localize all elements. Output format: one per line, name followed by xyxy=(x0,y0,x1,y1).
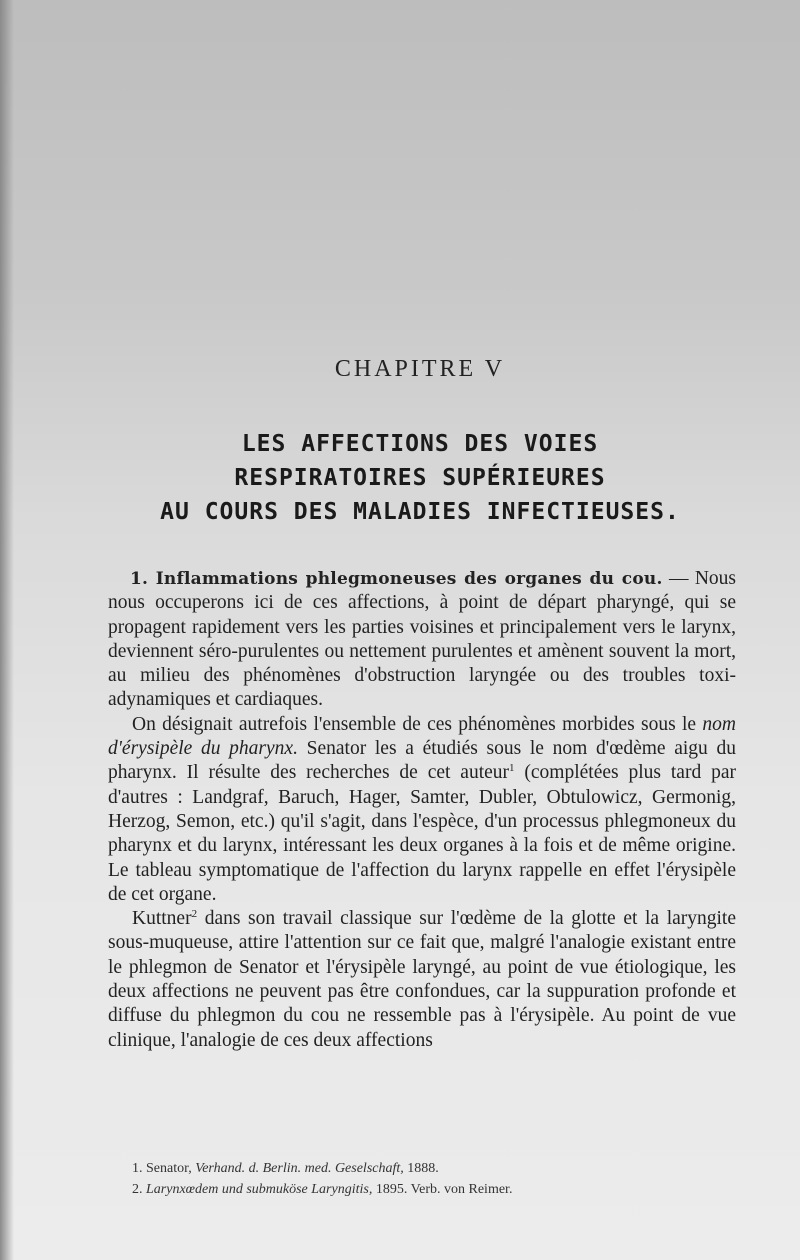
footnote-rest: 1895. Verb. von Reimer. xyxy=(372,1182,513,1197)
chapter-title-line: RESPIRATOIRES SUPÉRIEURES xyxy=(234,465,606,491)
paragraph-text: Kuttner xyxy=(132,908,192,930)
footnote-number: 2. xyxy=(132,1182,143,1197)
footnote-rest: 1888. xyxy=(403,1161,439,1176)
footnotes xyxy=(132,1158,732,1200)
section-heading: 1. Inflammations phlegmoneuses des organes du cou. xyxy=(130,569,663,589)
footnote-work: Verhand. d. Berlin. med. Geselschaft, xyxy=(195,1161,404,1176)
paragraph xyxy=(108,567,736,713)
paragraph-text: (complétées plus tard par d'autres : Landgraf, Baruch, Hager, Samter, Dubler, Obtulowicz, Germonig, Herzog, Semon, etc.) qu'il s'agit, dans l'espèce, d'un processus phlegmoneux du pharynx et du larynx, intéressant les deux organes à la fois et de même origine. Le tableau symptomatique de l'affection du larynx rappelle en effet l'érysipèle de cet organe. xyxy=(108,762,736,905)
footnote-work: Larynxœdem und submuköse Laryngitis, xyxy=(146,1182,373,1197)
footnote-number: 1. xyxy=(132,1161,143,1176)
paragraph-text: On désignait autrefois l'ensemble de ces phénomènes morbides sous le xyxy=(132,713,703,735)
paragraph xyxy=(108,713,736,907)
footnote-ref: 2 xyxy=(191,908,198,921)
paragraph-text: Senator les a étudiés sous le nom d'œdème aigu du pharynx. Il résulte des recherches de cet auteur xyxy=(108,738,736,784)
chapter-number: CHAPITRE V xyxy=(334,356,506,382)
page-edge-shadow xyxy=(0,0,14,1260)
paragraph-text: dans son travail classique sur l'œdème de la glotte et la laryngite sous-muqueuse, attire l'attention sur ce fait que, malgré l'analogie existant entre le phlegmon de Senator et l'érysipèle laryngé, au point de vue étiologique, les deux affections ne peuvent pas être confondues, car la suppuration profonde et diffuse du phlegmon du cou ne ressemble pas à l'érysipèle. Au point de vue clinique, l'analogie de ces deux affections xyxy=(108,908,736,1051)
italic-term: nom d'érysipèle du pharynx. xyxy=(108,713,736,760)
footnote-ref: 1 xyxy=(509,762,515,775)
footnote xyxy=(132,1179,732,1200)
paragraph-text: — Nous nous occuperons ici de ces affections, à point de départ pharyngé, qui se propagent rapidement vers les parties voisines et principalement vers le larynx, deviennent séro-purulentes ou nettement purulentes et amènent souvent la mort, au milieu des phénomènes d'obstruction laryngée ou des troubles toxi-adynamiques et cardiaques. xyxy=(108,568,736,711)
chapter-title xyxy=(0,427,800,529)
footnote-author: Senator, xyxy=(146,1161,192,1176)
chapter-title-line: LES AFFECTIONS DES VOIES xyxy=(241,431,599,457)
paragraph xyxy=(108,907,736,1053)
chapter-title-line: AU COURS DES MALADIES INFECTIEUSES. xyxy=(160,499,680,525)
body-text xyxy=(108,567,736,1053)
footnote xyxy=(132,1158,732,1179)
